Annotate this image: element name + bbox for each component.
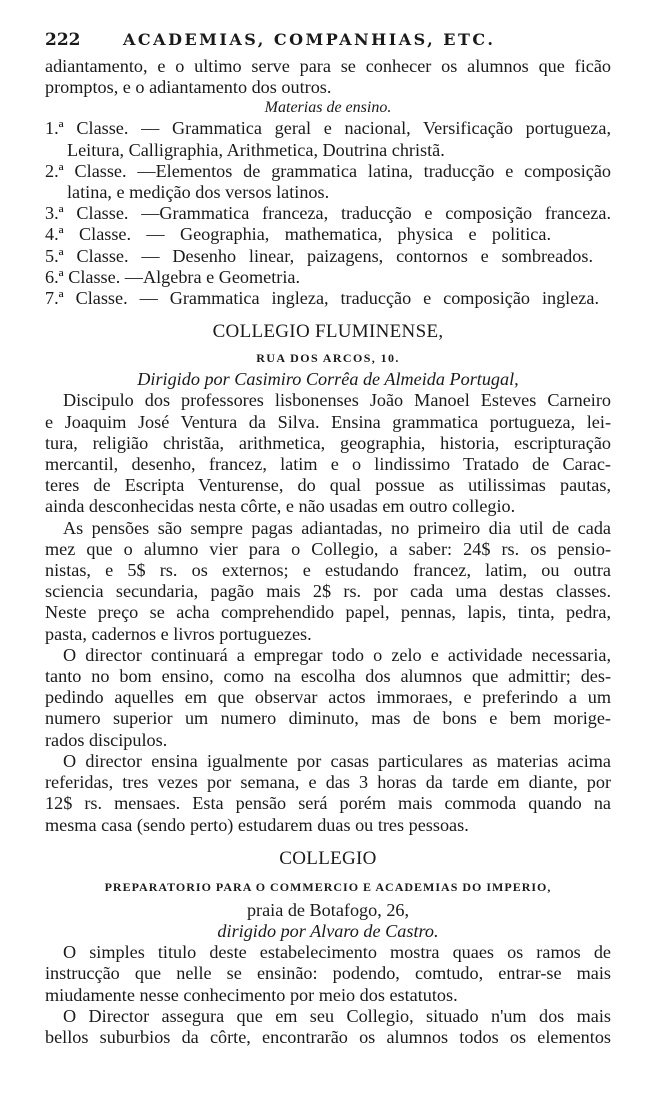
text-line: O simples titulo deste estabelecimento mostra quaes os ramos de: [63, 942, 611, 963]
book-page: [45, 30, 611, 1048]
class-list: [45, 118, 611, 309]
class-item-line: 5.ª Classe. — Desenho linear, paizagens, contornos e sombreados.: [45, 245, 593, 266]
section-title-collegio-fluminense: COLLEGIO FLUMINENSE,: [212, 321, 444, 343]
class-item-line: 4.ª Classe. — Geographia, mathematica, physica e politica.: [45, 224, 551, 245]
class-item-line: 2.ª Classe. —Elementos de grammatica latina, traducção e composição: [45, 160, 611, 181]
class-item-line: latina, e medição dos versos latinos.: [67, 182, 330, 203]
text-line: pasta, cadernos e livros portuguezes.: [45, 623, 312, 644]
section-heading-materias: Materias de ensino.: [264, 99, 392, 117]
text-line: mercantil, desenho, francez, latim e o lindissimo Tratado de Carac-: [45, 454, 611, 475]
section-subtitle: PREPARATORIO PARA O COMMERCIO E ACADEMIAS DO IMPERIO,: [104, 879, 552, 894]
text-line: tura, religião christãa, arithmetica, geographia, historia, escripturação: [45, 432, 611, 453]
text-line: tanto no bom ensino, como na escolha dos alumnos que admittir; des-: [45, 666, 611, 687]
text-line: instrucção que nelle se ensinão: podendo, comtudo, entrar-se mais: [45, 963, 611, 984]
paragraph: [45, 518, 611, 645]
text-line: O director ensina igualmente por casas particulares as materias acima: [63, 750, 611, 771]
text-line: As pensões são sempre pagas adiantadas, no primeiro dia util de cada: [63, 517, 611, 538]
text-line: nistas, e 5$ rs. os externos; e estudando francez, latim, ou outra: [45, 560, 611, 581]
address: RUA DOS ARCOS, 10.: [256, 351, 400, 366]
text-line: miudamente nesse conhecimento por meio dos estatutos.: [45, 984, 458, 1005]
text-line: promptos, e o adiantamento dos outros.: [45, 77, 332, 98]
class-item-line: 3.ª Classe. —Grammatica franceza, traducção e composição franceza.: [45, 203, 611, 224]
text-line: Neste preço se acha comprehendido papel, pennas, lapis, tinta, pedra,: [45, 602, 611, 623]
text-line: pedindo aquelles em que observar actos immoraes, e preferindo a um: [45, 687, 611, 708]
text-line: rados discipulos.: [45, 729, 168, 750]
address: praia de Botafogo, 26,: [246, 899, 410, 920]
class-item-line: 1.ª Classe. — Grammatica geral e nacional, Versificação portugueza,: [45, 118, 611, 139]
text-line: e Joaquim José Ventura da Silva. Ensina grammatica portugueza, lei-: [45, 411, 611, 432]
paragraph: [45, 942, 611, 1006]
section-title-collegio: COLLEGIO: [279, 847, 377, 869]
text-line: O director continuará a empregar todo o zelo e actividade necessaria,: [63, 644, 611, 665]
paragraph: [45, 390, 611, 517]
director-line: Dirigido por Casimiro Corrêa de Almeida Portugal,: [137, 369, 519, 390]
page-number: 222: [45, 30, 81, 50]
paragraph: [45, 645, 611, 751]
class-item-line: 6.ª Classe. —Algebra e Geometria.: [45, 266, 301, 287]
running-header: [45, 30, 611, 56]
class-item-line: 7.ª Classe. — Grammatica ingleza, traducção e composição ingleza.: [45, 288, 599, 309]
paragraph: [45, 751, 611, 836]
text-line: referidas, tres vezes por semana, e das 3 horas da tarde em diante, por: [45, 772, 611, 793]
text-line: adiantamento, e o ultimo serve para se conhecer os alumnos que ficão: [45, 56, 611, 76]
text-line: O Director assegura que em seu Collegio, situado n'um dos mais: [63, 1005, 611, 1026]
text-line: ainda desconhecidas nesta côrte, e não usadas em outro collegio.: [45, 496, 516, 517]
text-line: Discipulo dos professores lisbonenses João Manoel Esteves Carneiro: [63, 390, 611, 411]
text-line: teres de Escripta Venturense, do qual possue as utilissimas pautas,: [45, 475, 611, 496]
class-item-line: Leitura, Calligraphia, Arithmetica, Doutrina christã.: [67, 139, 445, 160]
text-line: mesma casa (sendo perto) estudarem duas ou tres pessoas.: [45, 814, 469, 835]
director-line: dirigido por Alvaro de Castro.: [217, 920, 439, 941]
text-line: bellos suburbios da côrte, encontrarão os alumnos todos os elementos: [45, 1026, 611, 1047]
text-line: numero superior um numero diminuto, mas de bons e bem morige-: [45, 708, 611, 729]
text-line: sciencia secundaria, pagão mais 2$ rs. por cada uma destas classes.: [45, 581, 611, 602]
paragraph: [45, 1006, 611, 1048]
text-line: mez que o alumno vier para o Collegio, a saber: 24$ rs. os pensio-: [45, 538, 611, 559]
running-title: ACADEMIAS, COMPANHIAS, ETC.: [123, 30, 496, 49]
text-line: 12$ rs. mensaes. Esta pensão será porém mais commoda quando na: [45, 793, 611, 814]
